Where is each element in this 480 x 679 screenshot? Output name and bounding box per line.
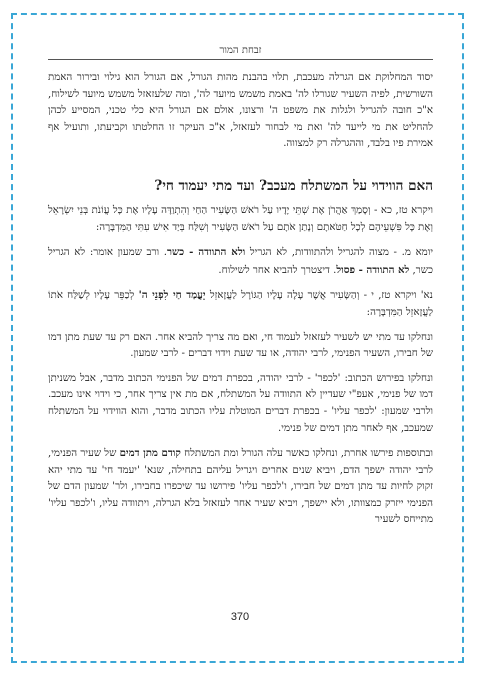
paragraph-c-suffix: של שעיר הפנימי, לרבי יהודה ישפך הדם, ויביא שנים אחרים ויגריל עליהם בתחילה, שנא' 'יעמד חי' עד מתי יהא זקוק לחיות עד מתן דמים של חבירו, ו'לכפר עליו' פירושו עד שיכפרו בחבירו, ולר' שמעון הדם של הפנימי ייזרק כמצוותו, ולא יישפך, ויביא שעיר אחר לעזאזל בלא הגרלה, ויתוודה עליו, ו'לכפר עליו' מתייחס לשעיר bbox=[48, 448, 433, 526]
header-rule bbox=[48, 59, 433, 60]
nach-verse bbox=[48, 287, 433, 321]
verse-paragraph: ויקרא טז, כא - וְסָמַךְ אַהֲרֹן אֶת שְׁתֵּי יָדָיו עַל רֹאשׁ הַשָּׂעִיר הַחַי וְהִתְוַדָּה עָלָיו אֶת כָּל עֲוֹנֹת בְּנֵי יִשְׂרָאֵל וְאֶת כָּל פִּשְׁעֵיהֶם לְכָל חַטֹּאתָם וְנָתַן אֹתָם עַל רֹאשׁ הַשָּׂעִיר וְשִׁלַּח בְּיַד אִישׁ עִתִּי הַמִּדְבָּרָה: bbox=[48, 204, 433, 233]
paragraph-a: ונחלקו עד מתי יש לשעיר לעזאזל לעמוד חי, ואם מה צריך להביא אחר. האם רק עד שעת מתן דמו של חבירו, השעיר הפנימי, לרבי יהודה, או עד שעת וידוי דברים - לרבי שמעון. bbox=[48, 331, 433, 360]
yoma-prefix: יומא מ. - מצוה להגריל ולהתוודות, לא הגריל bbox=[245, 247, 433, 259]
paragraph-c bbox=[48, 445, 433, 529]
paragraph-b: ונחלקו בפירוש הכתוב: 'לכפר' - לרבי יהודה, בכפרת דמים של הפנימי הכתוב מדבר, אבל משניתן דמו של פנימי, אעפ"י שעדיין לא התוודה על המשתלח, אם מת אין צריך אחר, כי וידוי אינו מעכב. ולרבי שמעון: 'לכפר עליו' - בכפרת דברים המוטלת עליו הכתוב מדבר, והוא הווידוי על המשתלח שמעכב, אף לאחר מתן דמים של פנימי. bbox=[48, 372, 433, 434]
running-header bbox=[48, 40, 433, 62]
nach-verse-bold: יָעֳמַד חַי לִפְנֵי ה' bbox=[138, 289, 206, 302]
paragraph-c-bold: קודם מתן דמים bbox=[119, 447, 181, 460]
intro-paragraph: יסוד המחלוקת אם הגרלה מעכבת, תלוי בהבנת מהות הגורל, אם הגורל הוא גילוי ובירור האמת השורשית, לפיה השעיר שגורלו לה' באמת משמש מיועד לה', ומה שלעזאזל משמש מיועד לשילוח, א"כ חובה להגריל ולגלות את משפט ה' ורצונו, אולם אם הגורל היא כלי טכני, המסייע לכהן להחליט את מי לייעד לה' ואת מי לבחור לעזאזל, א"כ העיקר זו החלטתו וקביעתו, ותועיל אף אמירת פיו בלבד, וההגרלה רק למצווה. bbox=[48, 72, 433, 150]
yoma-bold-2: לא התוודה - פסול bbox=[336, 263, 410, 276]
yoma-middle: . ורב שמעון אומר: לא הגריל כשר, bbox=[48, 247, 433, 276]
nach-verse-suffix: לְכַפֵּר עָלָיו לְשַׁלַּח אֹתוֹ לַעֲזָאזֵל הַמִּדְבָּרָה: bbox=[48, 290, 433, 318]
yoma-bold-1: ולא התוודה - כשר bbox=[166, 246, 246, 259]
page-number: 370 bbox=[230, 611, 250, 623]
page-body bbox=[48, 70, 433, 537]
yoma-suffix: . דיצטרך להביא אחר לשילוח. bbox=[218, 264, 337, 276]
nach-verse-prefix: נא' ויקרא טז, י - וְהַשָּׂעִיר אֲשֶׁר עָלָה עָלָיו הַגּוֹרָל לַעֲזָאזֵל bbox=[205, 290, 433, 302]
book-title: זבחת המור bbox=[219, 45, 262, 56]
section-heading: האם הווידוי על המשתלח מעכב? ועד מתי יעמוד חי? bbox=[154, 177, 433, 194]
yoma-paragraph bbox=[48, 244, 433, 279]
paragraph-c-prefix: ובתוספות פירשו אחרת, ונחלקו כאשר עלה הגורל ומת המשתלח bbox=[180, 448, 433, 460]
